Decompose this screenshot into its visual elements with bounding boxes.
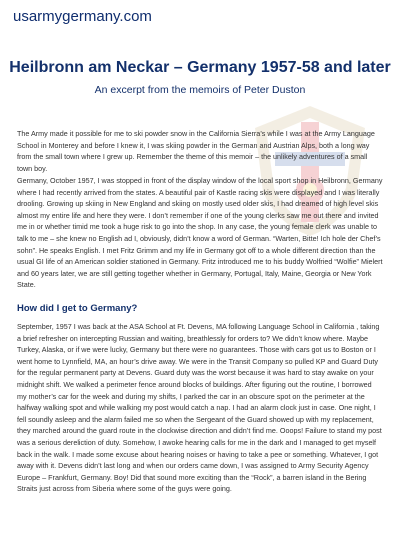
paragraph-devens: September, 1957 I was back at the ASA School at Ft. Devens, MA following Language School in California , taking a brief refresher on intercepting Russian and waiting, breathlessly for orders to? We didn’t know where. Maybe Turkey, Alaska, or if we were lucky, Germany but there were no guarantees. Those with cars got us to Boston or I went home to Lynnfield, MA, an hour’s drive away. We were in the Transit Company so pulled KP and Guard Duty for the regular permanent party at Devens. Guard duty was the worst because it was hard to stay awake on your midnight shift. We walked a perimeter fence around blocks of buildings. After figuring out the routine, I borrowed my mother’s car for the week and during my shifts, I parked the car in an obscure spot on the perimeter at the halfway walking spot and while walking my post would catch a nap. I had an alarm clock just in case. One night, I fell soundly asleep and the alarm failed me so when the Sergeant of the Guard showed up with my replacement, they marched around the guard route in the clockwise direction and didn’t find me. Ooops! Failure to stand my post was a serious dereliction of duty. Somehow, I awoke hearing calls for me in the dark and I managed to get myself back in the walk. I made some excuse about hearing noises or having to take a pee or something. Whatever, I got away with it. Devens didn’t last long and when our orders came down, I was assigned to Army Security Agency Europe – Frankfurt, Germany. Boy! Did that sound more exciting than the “Rock”, a barren island in the Bering Straits just across from Siberia where some of the guys were going.	[17, 322, 382, 494]
paragraph-intro: The Army made it possible for me to ski powder snow in the California Sierra’s while I was at the Army Language School in Monterey and before I knew it, I was skiing powder in the German and Austrian Alps, both a long way from the small town where I grew up. Remember the theme of this memoir – the unlikely adventures of a small town boy.	[17, 129, 375, 173]
page-subtitle: An excerpt from the memoirs of Peter Duston	[94, 84, 306, 96]
site-name[interactable]: usarmygermany.com	[13, 8, 152, 25]
section-heading: How did I get to Germany?	[17, 303, 138, 314]
paragraph-heilbronn: Germany, October 1957, I was stopped in front of the display window of the local sport shop in Heilbronn, Germany where I had recently arrived from the states. A beautiful pair of Kastle racing skis were displayed and I was literally drooling. Growing up skiing in New England and skiing on mostly used older skis, I had dreamed of high level skis almost my entire life and here they were. I don’t remember if one of the young clerks saw me out there and invited me in or whether timid me took a huge risk to go into the shop. In any case, the young female clerk was unable to talk to me – she knew no English ad I, obviously, didn’t know a word of German. “Warten, Bitte! Ich hole der Chef’s sohn”. He speaks English. I met Fritz Grimm and my life in Germany got off to a whole different direction than the usual GI life of an American soldier stationed in Germany. Fritz introduced me to his buddy Wolfried “Wolfie” Mielert and 60 years later, we are still getting together whether in Germany, Portugal, Italy, Maine, Georgia or New York State.	[17, 176, 383, 290]
page-title: Heilbronn am Neckar – Germany 1957-58 and later	[9, 59, 391, 76]
